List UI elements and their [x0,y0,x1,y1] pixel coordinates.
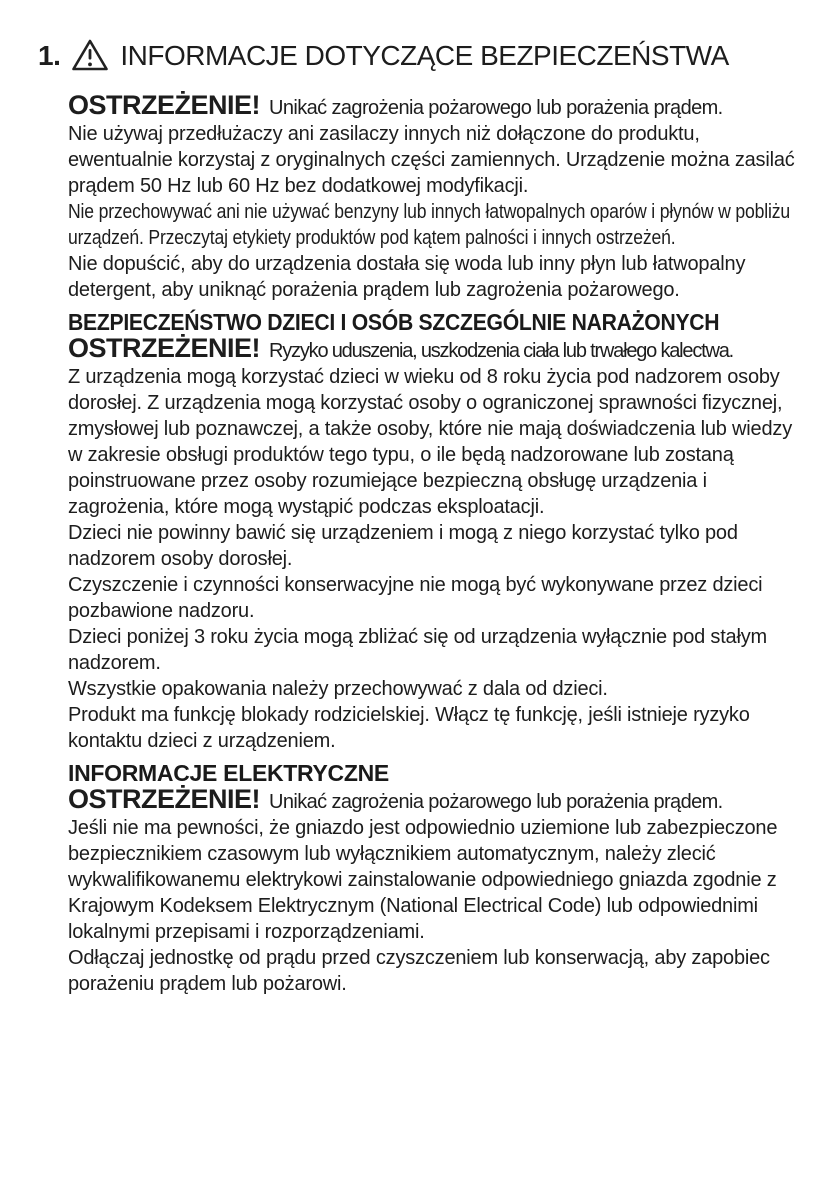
paragraph-supervision: Z urządzenia mogą korzystać dzieci w wieku od 8 roku życia pod nadzorem osoby dorosłej. Z urządzenia mogą korzystać osoby o ograniczonej sprawności fizycznej, zmysłowej lub poznawczej, a także osoby, które nie mają doświadczenia lub wiedzy w zakresie obsługi produktów tego typu, o ile będą nadzorowane lub zostaną poinstruowane przez osoby rozumiejące bezpieczną obsługę urządzenia i zagrożenia, które mogą wystąpić podczas eksploatacji. [68,366,792,518]
paragraph-flammables: Nie przechowywać ani nie używać benzyny lub innych łatwopalnych oparów i płynów w pobliżu urządzeń. Przeczytaj etykiety produktów pod kątem palności i innych ostrzeżeń. [68,201,790,249]
paragraph-under-3: Dzieci poniżej 3 roku życia mogą zbliżać się od urządzenia wyłącznie pod stałym nadzorem. [68,626,767,674]
intro-warning-lead: OSTRZEŻENIE! [68,90,261,120]
paragraph-power-supply: Nie używaj przedłużaczy ani zasilaczy innych niż dołączone do produktu, ewentualnie korzystaj z oryginalnych części zamiennych. Urządzenie można zasilać prądem 50 Hz lub 60 Hz bez dodatkowej modyfikacji. [68,123,795,197]
electrical-warning-text: Unikać zagrożenia pożarowego lub porażenia prądem. [269,791,723,813]
paragraph-packaging: Wszystkie opakowania należy przechowywać z dala od dzieci. [68,678,608,700]
intro-warning-line [68,92,795,121]
paragraph-unplug-before-cleaning: Odłączaj jednostkę od prądu przed czyszczeniem lub konserwacją, aby zapobiec porażeniu prądem lub pożarowi. [68,947,770,995]
children-warning-line [68,335,795,364]
paragraph-outlet-grounding: Jeśli nie ma pewności, że gniazdo jest odpowiednio uziemione lub zabezpieczone bezpiecznikiem czasowym lub wyłącznikiem automatycznym, należy zlecić wykwalifikowanemu elektrykowi zainstalowanie odpowiedniego gniazda zgodnie z Krajowym Kodeksem Elektrycznym (National Electrical Code) lub odpowiednimi lokalnymi przepisami i rozporządzeniami. [68,817,778,943]
paragraph-cleaning: Czyszczenie i czynności konserwacyjne nie mogą być wykonywane przez dzieci pozbawione nadzoru. [68,574,763,622]
page-title-text: INFORMACJE DOTYCZĄCE BEZPIECZEŃSTWA [120,40,729,71]
warning-triangle-icon [70,38,110,72]
section-number: 1. [38,40,61,71]
paragraph-no-play: Dzieci nie powinny bawić się urządzeniem i mogą z niego korzystać tylko pod nadzorem osoby dorosłej. [68,522,738,570]
paragraph-child-lock: Produkt ma funkcję blokady rodzicielskiej. Włącz tę funkcję, jeśli istnieje ryzyko kontaktu dzieci z urządzeniem. [68,704,750,752]
page-title [38,40,839,72]
children-warning-text: Ryzyko uduszenia, uszkodzenia ciała lub trwałego kalectwa. [269,340,734,362]
intro-warning-text: Unikać zagrożenia pożarowego lub porażenia prądem. [269,97,723,119]
children-warning-lead: OSTRZEŻENIE! [68,333,261,363]
document-body [68,92,795,997]
electrical-warning-line [68,786,795,815]
electrical-warning-lead: OSTRZEŻENIE! [68,784,261,814]
section-heading-children-safety: BEZPIECZEŃSTWO DZIECI I OSÓB SZCZEGÓLNIE NARAŻONYCH [68,309,720,335]
paragraph-water-ingress: Nie dopuścić, aby do urządzenia dostała się woda lub inny płyn lub łatwopalny detergent, aby uniknąć porażenia prądem lub zagrożenia pożarowego. [68,253,746,301]
section-heading-electrical: INFORMACJE ELEKTRYCZNE [68,760,389,786]
